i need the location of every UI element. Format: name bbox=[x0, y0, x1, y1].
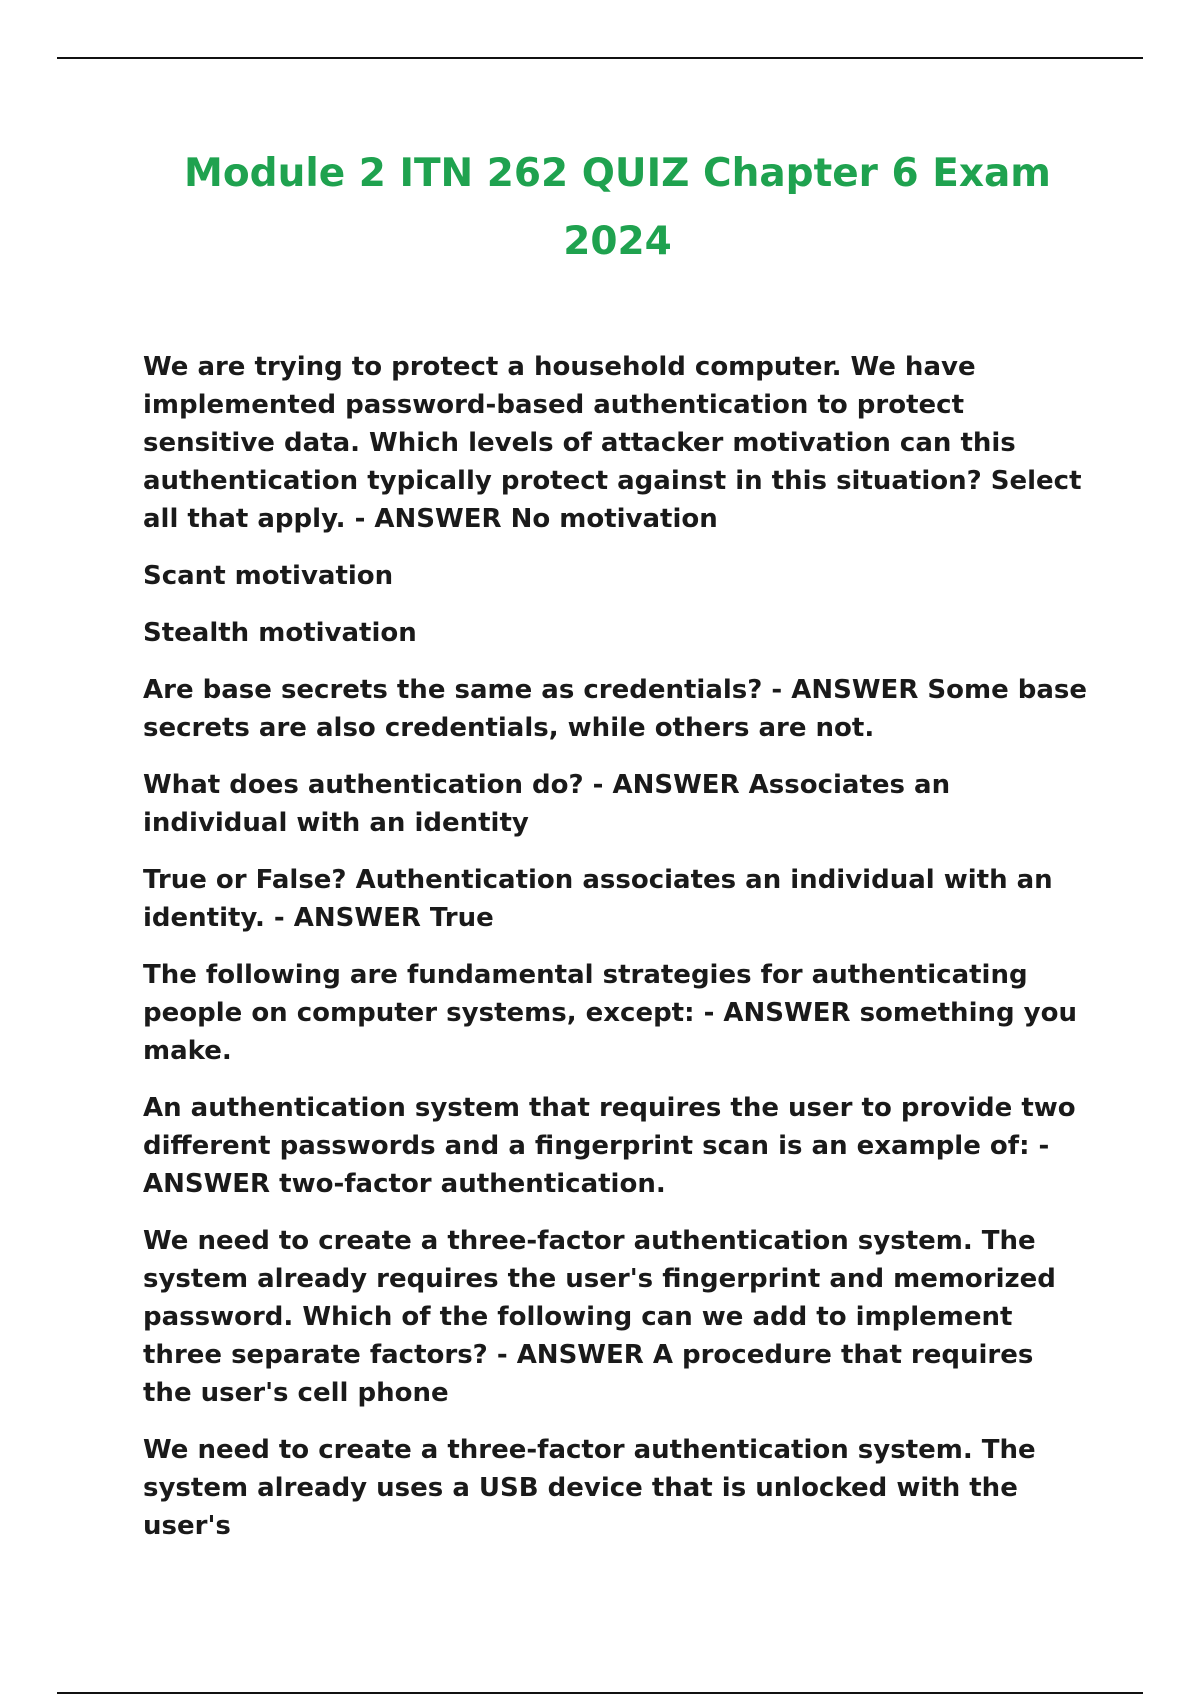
question-text: We need to create a three-factor authentication system. The system already requires the user's fingerprint and memorized password. Which of the following can we add to implement three separate factors? bbox=[143, 1226, 1056, 1370]
question-text: The following are fundamental strategies for authenticating people on computer systems, except: bbox=[143, 960, 1028, 1028]
answer-text: Some base secrets are also credentials, while others are not. bbox=[143, 675, 1088, 743]
qa-item: We are trying to protect a household computer. We have implemented password-based authentication to protect sensitive data. Which levels of attacker motivation can this authentication typically protect against in this situation? Select all that apply. - ANSWER No motivation bbox=[143, 352, 1082, 534]
answer-label: ANSWER bbox=[374, 504, 502, 534]
trailing-question-fragment: We need to create a three-factor authentication system. The system already uses a USB device that is unlocked with the user's bbox=[143, 1435, 1036, 1541]
question-text: We are trying to protect a household computer. We have implemented password-based authentication to protect sensitive data. Which levels of attacker motivation can this authentication typically protect against in this situation? Select all that apply. bbox=[143, 352, 1082, 534]
top-rule bbox=[57, 57, 1143, 59]
question-text: Are base secrets the same as credentials? bbox=[143, 675, 763, 705]
qa-item: What does authentication do? - ANSWER Associates an individual with an identity bbox=[143, 770, 951, 838]
bottom-rule bbox=[57, 1692, 1143, 1694]
qa-item: The following are fundamental strategies for authenticating people on computer systems, except: - ANSWER something you make. bbox=[143, 960, 1077, 1066]
answer-extra-line: Stealth motivation bbox=[143, 618, 417, 648]
answer-label: ANSWER bbox=[723, 998, 851, 1028]
answer-extra-line: Scant motivation bbox=[143, 561, 394, 591]
question-text: What does authentication do? bbox=[143, 770, 584, 800]
answer-text: A procedure that requires the user's cell phone bbox=[143, 1340, 1034, 1408]
qa-item: An authentication system that requires the user to provide two different passwords and a fingerprint scan is an example of: - ANSWER two-factor authentication. bbox=[143, 1093, 1076, 1199]
answer-text: Associates an individual with an identity bbox=[143, 770, 951, 838]
qa-item: We need to create a three-factor authentication system. The system already requires the user's fingerprint and memorized password. Which of the following can we add to implement three separate factors? - ANSWER A procedure that requires the user's cell phone bbox=[143, 1226, 1056, 1408]
answer-text: True bbox=[429, 903, 494, 933]
answer-label: ANSWER bbox=[516, 1340, 644, 1370]
answer-label: ANSWER bbox=[143, 1169, 271, 1199]
answer-text: No motivation bbox=[510, 504, 718, 534]
qa-list bbox=[143, 348, 1088, 1564]
qa-item: True or False? Authentication associates an individual with an identity. - ANSWER True bbox=[143, 865, 1053, 933]
answer-label: ANSWER bbox=[791, 675, 919, 705]
answer-text: something you make. bbox=[143, 998, 1077, 1066]
question-text: An authentication system that requires the user to provide two different passwords and a fingerprint scan is an example of: bbox=[143, 1093, 1076, 1161]
document-title: Module 2 ITN 262 QUIZ Chapter 6 Exam 2024 bbox=[184, 151, 1051, 264]
answer-text: two-factor authentication. bbox=[279, 1169, 666, 1199]
answer-label: ANSWER bbox=[612, 770, 740, 800]
question-text: True or False? Authentication associates an individual with an identity. bbox=[143, 865, 1053, 933]
answer-label: ANSWER bbox=[293, 903, 421, 933]
qa-item: Are base secrets the same as credentials? - ANSWER Some base secrets are also credentials, while others are not. bbox=[143, 675, 1088, 743]
